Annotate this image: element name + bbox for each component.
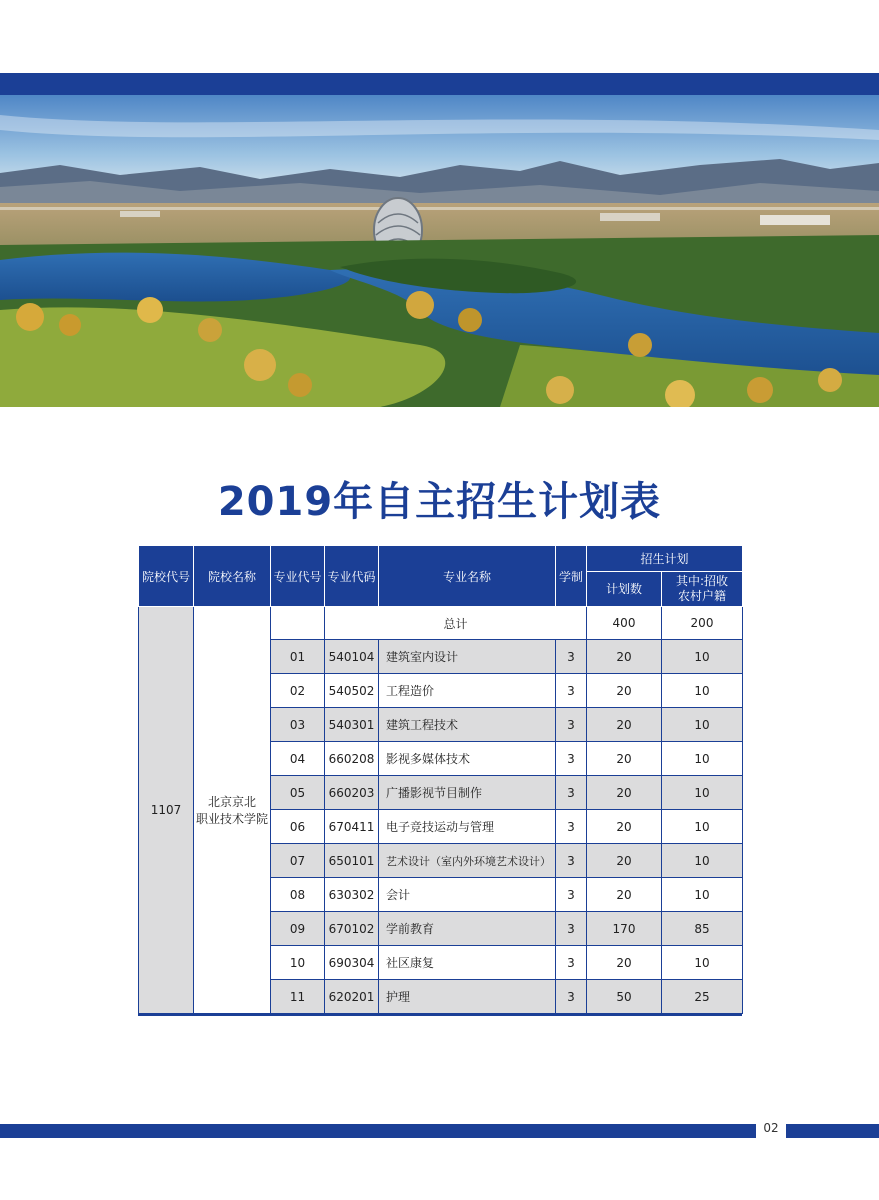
major-plan: 20 xyxy=(587,708,662,742)
major-plan: 20 xyxy=(587,844,662,878)
major-code: 540104 xyxy=(325,640,379,674)
major-name: 工程造价 xyxy=(379,674,556,708)
header-rural-line1: 其中:招收 xyxy=(675,574,729,588)
major-code: 540502 xyxy=(325,674,379,708)
major-years: 3 xyxy=(556,640,587,674)
major-plan: 20 xyxy=(587,674,662,708)
major-no: 10 xyxy=(271,946,325,980)
major-no: 08 xyxy=(271,878,325,912)
college-name-line2: 职业技术学院 xyxy=(195,812,268,826)
major-no: 03 xyxy=(271,708,325,742)
major-no: 06 xyxy=(271,810,325,844)
major-rural: 10 xyxy=(662,708,743,742)
major-code: 650101 xyxy=(325,844,379,878)
major-years: 3 xyxy=(556,776,587,810)
header-plan-group: 招生计划 xyxy=(587,546,743,572)
major-years: 3 xyxy=(556,742,587,776)
major-rural: 10 xyxy=(662,844,743,878)
total-blank-cell xyxy=(271,607,325,640)
major-name: 建筑工程技术 xyxy=(379,708,556,742)
major-rural: 10 xyxy=(662,674,743,708)
major-no: 04 xyxy=(271,742,325,776)
bottom-decorative-bar xyxy=(0,1124,756,1138)
major-name: 艺术设计（室内外环境艺术设计） xyxy=(379,844,556,878)
major-no: 02 xyxy=(271,674,325,708)
major-years: 3 xyxy=(556,980,587,1014)
top-decorative-bar xyxy=(0,73,879,95)
total-label: 总计 xyxy=(325,607,587,640)
major-code: 660203 xyxy=(325,776,379,810)
major-plan: 50 xyxy=(587,980,662,1014)
major-years: 3 xyxy=(556,844,587,878)
header-major-code: 专业代码 xyxy=(325,546,379,607)
major-plan: 20 xyxy=(587,946,662,980)
page-number: 02 xyxy=(763,1121,779,1135)
header-college-code: 院校代号 xyxy=(139,546,194,607)
major-rural: 85 xyxy=(662,912,743,946)
college-name-line1: 北京京北 xyxy=(207,795,256,809)
major-rural: 10 xyxy=(662,640,743,674)
major-name: 社区康复 xyxy=(379,946,556,980)
major-years: 3 xyxy=(556,912,587,946)
major-no: 11 xyxy=(271,980,325,1014)
header-duration: 学制 xyxy=(556,546,587,607)
major-plan: 20 xyxy=(587,776,662,810)
major-no: 07 xyxy=(271,844,325,878)
header-major-no: 专业代号 xyxy=(271,546,325,607)
major-code: 660208 xyxy=(325,742,379,776)
major-rural: 10 xyxy=(662,810,743,844)
major-plan: 20 xyxy=(587,640,662,674)
major-plan: 20 xyxy=(587,878,662,912)
major-rural: 10 xyxy=(662,946,743,980)
major-code: 540301 xyxy=(325,708,379,742)
major-rural: 10 xyxy=(662,878,743,912)
page-title: 2019年自主招生计划表 xyxy=(217,479,662,525)
major-name: 会计 xyxy=(379,878,556,912)
header-rural-line2: 农村户籍 xyxy=(678,589,727,603)
major-code: 670411 xyxy=(325,810,379,844)
major-name: 影视多媒体技术 xyxy=(379,742,556,776)
major-years: 3 xyxy=(556,810,587,844)
landscape-banner-image xyxy=(0,95,879,407)
major-no: 01 xyxy=(271,640,325,674)
total-rural: 200 xyxy=(662,607,743,640)
major-no: 09 xyxy=(271,912,325,946)
major-name: 学前教育 xyxy=(379,912,556,946)
header-major-name: 专业名称 xyxy=(379,546,556,607)
header-plan-count: 计划数 xyxy=(587,572,662,607)
major-plan: 170 xyxy=(587,912,662,946)
college-name-cell xyxy=(194,607,271,1014)
major-years: 3 xyxy=(556,878,587,912)
major-no: 05 xyxy=(271,776,325,810)
major-rural: 25 xyxy=(662,980,743,1014)
major-code: 690304 xyxy=(325,946,379,980)
major-name: 电子竞技运动与管理 xyxy=(379,810,556,844)
major-rural: 10 xyxy=(662,742,743,776)
header-college-name: 院校名称 xyxy=(194,546,271,607)
major-name: 护理 xyxy=(379,980,556,1014)
college-code-cell: 1107 xyxy=(139,607,194,1014)
major-years: 3 xyxy=(556,946,587,980)
major-name: 广播影视节目制作 xyxy=(379,776,556,810)
header-rural xyxy=(662,572,743,607)
major-rural: 10 xyxy=(662,776,743,810)
table-bottom-rule xyxy=(138,1013,742,1016)
major-years: 3 xyxy=(556,674,587,708)
bottom-decorative-bar-right xyxy=(786,1124,879,1138)
enrollment-plan-table xyxy=(138,545,743,1014)
major-plan: 20 xyxy=(587,810,662,844)
major-plan: 20 xyxy=(587,742,662,776)
major-name: 建筑室内设计 xyxy=(379,640,556,674)
total-plan: 400 xyxy=(587,607,662,640)
major-code: 630302 xyxy=(325,878,379,912)
major-code: 620201 xyxy=(325,980,379,1014)
major-years: 3 xyxy=(556,708,587,742)
major-code: 670102 xyxy=(325,912,379,946)
